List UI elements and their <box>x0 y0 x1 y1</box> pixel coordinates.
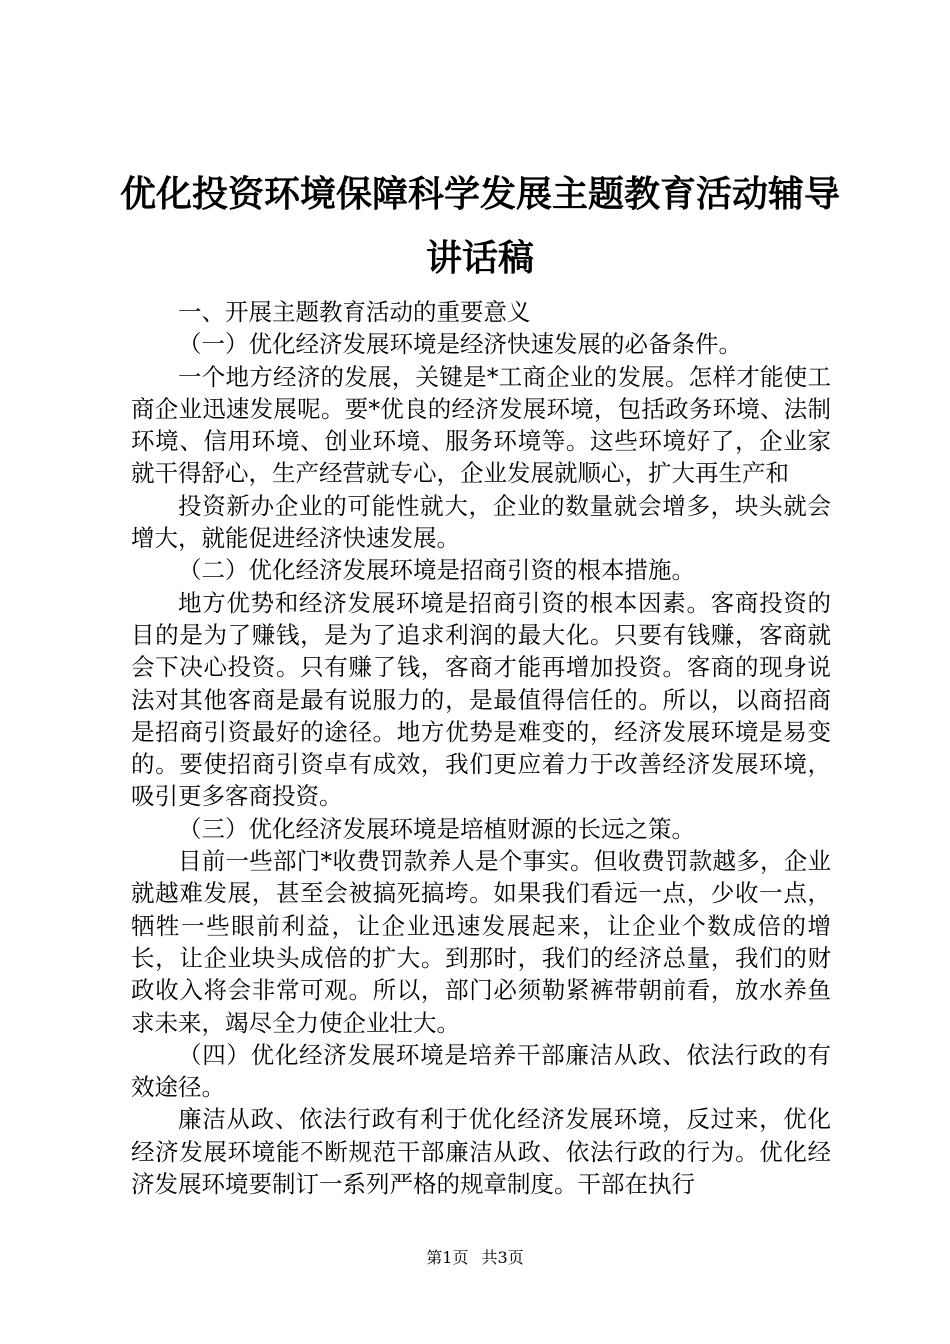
paragraph-body-2: 投资新办企业的可能性就大，企业的数量就会增多，块头就会增大，就能促进经济快速发展。 <box>131 491 831 553</box>
paragraph-body-4: 目前一些部门*收费罚款养人是个事实。但收费罚款越多，企业就越难发展，甚至会被搞死搞垮。如果我们看远一点，少收一点，牺牲一些眼前利益，让企业迅速发展起来，让企业个数成倍的增长，让企业块头成倍的扩大。到那时，我们的经济总量，我们的财政收入将会非常可观。所以，部门必须勒紧裤带朝前看，放水养鱼求未来，竭尽全力使企业壮大。 <box>131 847 831 1037</box>
paragraph-subheading-3: （三）优化经济发展环境是培植财源的长远之策。 <box>178 814 695 843</box>
paragraph-subheading-2: （二）优化经济发展环境是招商引资的根本措施。 <box>178 556 695 585</box>
paragraph-subheading-4: （四）优化经济发展环境是培养干部廉洁从政、依法行政的有效途径。 <box>131 1040 831 1102</box>
paragraph-body-5: 廉洁从政、依法行政有利于优化经济发展环境，反过来，优化经济发展环境能不断规范干部廉洁从政、依法行政的行为。优化经济发展环境要制订一系列严格的规章制度。干部在执行 <box>131 1105 831 1199</box>
page-total: 共3页 <box>481 1248 524 1267</box>
document-body <box>131 296 831 1200</box>
document-title: 优化投资环境保障科学发展主题教育活动辅导讲话稿 <box>120 173 841 279</box>
paragraph-body-3: 地方优势和经济发展环境是招商引资的根本因素。客商投资的目的是为了赚钱，是为了追求利润的最大化。只要有钱赚，客商就会下决心投资。只有赚了钱，客商才能再增加投资。客商的现身说法对其他客商是最有说服力的，是最值得信任的。所以，以商招商是招商引资最好的途径。地方优势是难变的，经济发展环境是易变的。要使招商引资卓有成效，我们更应着力于改善经济发展环境，吸引更多客商投资。 <box>131 588 831 811</box>
paragraph-section-heading: 一、开展主题教育活动的重要意义 <box>178 298 531 326</box>
page-footer <box>0 1248 950 1268</box>
paragraph-body-1: 一个地方经济的发展，关键是*工商企业的发展。怎样才能使工商企业迅速发展呢。要*优良的经济发展环境，包括政务环境、法制环境、信用环境、创业环境、服务环境等。这些环境好了，企业家就干得舒心，生产经营就专心，企业发展就顺心，扩大再生产和 <box>131 362 831 488</box>
paragraph-subheading-1: （一）优化经济发展环境是经济快速发展的必备条件。 <box>178 330 742 359</box>
page-number: 第1页 <box>426 1248 469 1267</box>
